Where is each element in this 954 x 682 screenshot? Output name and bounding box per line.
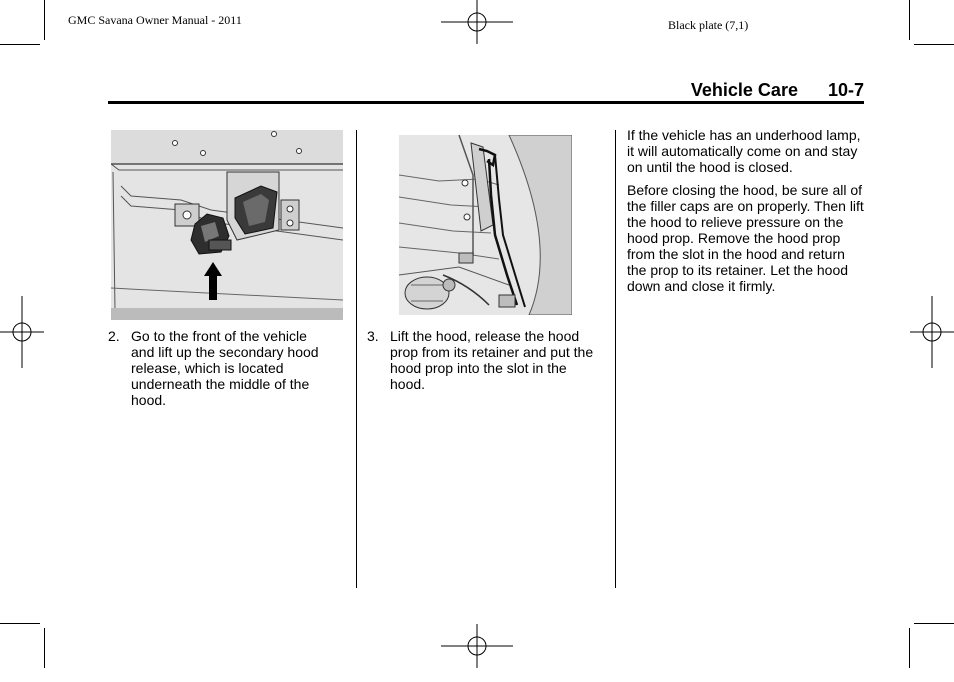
closing-hood-text [627,127,864,301]
paragraph-closing-hood: Before closing the hood, be sure all of the filler caps are on properly. Then lift the hood to relieve pressure on the hood prop. Remove the hood prop from the slot in the hood and return the prop to its retainer. Let the hood down and close it firmly. [627,182,864,294]
registration-mark-right [896,296,954,368]
step-2 [108,328,333,408]
crop-mark [0,623,40,624]
manual-title-note: GMC Savana Owner Manual - 2011 [68,13,242,27]
registration-mark-left [0,296,72,368]
crop-mark [44,0,45,40]
crop-mark [44,628,45,668]
step-text: Go to the front of the vehicle and lift up the secondary hood release, which is located underneath the middle of the hood. [131,328,319,408]
section-title: Vehicle Care [690,80,798,100]
crop-mark [914,44,954,45]
header-rule [108,101,864,104]
step-text: Lift the hood, release the hood prop from its retainer and put the hood prop into the slot in the hood. [390,328,594,392]
hood-prop-illustration [399,135,572,315]
crop-mark [0,44,40,45]
crop-mark [914,623,954,624]
registration-mark-bottom [441,610,513,682]
crop-mark [909,628,910,668]
page-number: 10-7 [827,80,864,100]
step-3 [367,328,595,392]
hood-release-illustration [111,130,343,320]
plate-note: Black plate (7,1) [668,18,749,32]
crop-mark [909,0,910,40]
column-divider [356,130,357,588]
column-divider [615,130,616,588]
registration-mark-top [441,0,513,72]
section-header [600,80,864,101]
step-number: 3. [367,328,379,344]
step-number: 2. [108,328,120,344]
paragraph-underhood-lamp: If the vehicle has an underhood lamp, it will automatically come on and stay on until the hood is closed. [627,127,861,175]
